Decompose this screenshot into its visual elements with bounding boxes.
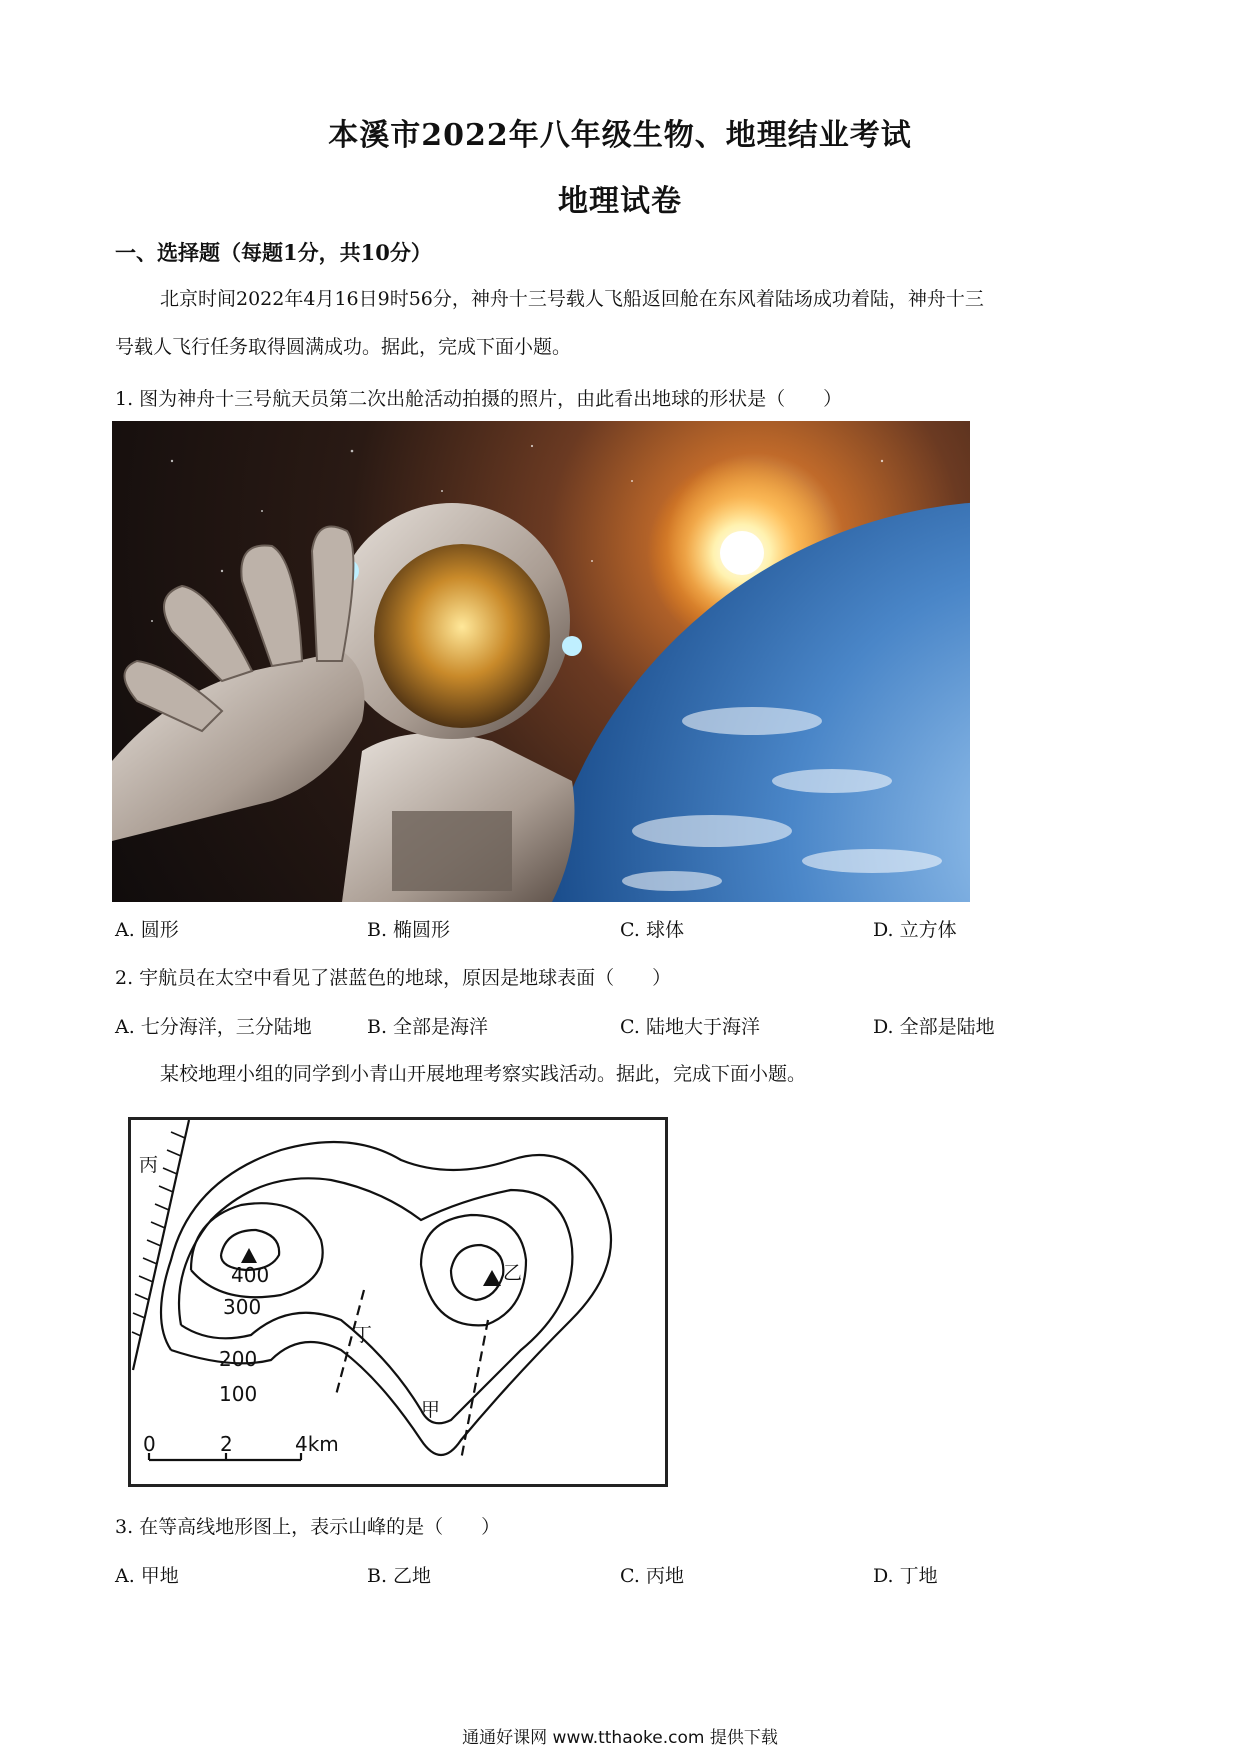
footer-credit: 通通好课网 www.tthaoke.com 提供下载 — [462, 1728, 778, 1748]
peak-triangle-west — [241, 1248, 257, 1263]
astronaut-photo — [112, 421, 970, 902]
question-1: 1. 图为神舟十三号航天员第二次出舱活动拍摄的照片，由此看出地球的形状是（ ） — [115, 388, 843, 410]
label-bing: 丙 — [139, 1154, 159, 1176]
q2-option-d: D. 全部是陆地 — [873, 1016, 995, 1038]
question-2: 2. 宇航员在太空中看见了湛蓝色的地球，原因是地球表面（ ） — [115, 967, 672, 989]
q3-option-b: B. 乙地 — [367, 1565, 432, 1587]
intro-line-1: 北京时间2022年4月16日9时56分，神舟十三号载人飞船返回舱在东风着陆场成功着陆，神舟十三 — [160, 288, 984, 310]
q1-option-b: B. 椭圆形 — [367, 919, 451, 941]
contour-label-200: 200 — [219, 1347, 258, 1371]
scale-label-4km: 4km — [295, 1432, 339, 1456]
label-ding: 丁 — [353, 1324, 373, 1346]
section-heading: 一、选择题（每题1分，共10分） — [115, 240, 432, 265]
astronaut-photo-drawing — [112, 421, 970, 902]
contour-label-100: 100 — [219, 1382, 258, 1406]
intro-line-2: 号载人飞行任务取得圆满成功。据此，完成下面小题。 — [115, 336, 572, 358]
contour-map-drawing — [131, 1120, 665, 1484]
exam-subtitle: 地理试卷 — [558, 184, 682, 219]
q3-option-c: C. 丙地 — [620, 1565, 684, 1587]
label-jia: 甲 — [421, 1399, 441, 1421]
question-3: 3. 在等高线地形图上，表示山峰的是（ ） — [115, 1516, 501, 1538]
contour-label-300: 300 — [223, 1295, 262, 1319]
contour-label-400: 400 — [231, 1263, 270, 1287]
q1-option-c: C. 球体 — [620, 919, 684, 941]
q2-option-b: B. 全部是海洋 — [367, 1016, 489, 1038]
intro-2: 某校地理小组的同学到小青山开展地理考察实践活动。据此，完成下面小题。 — [160, 1063, 807, 1085]
q3-option-d: D. 丁地 — [873, 1565, 938, 1587]
scale-label-2: 2 — [220, 1432, 233, 1456]
q2-option-a: A. 七分海洋，三分陆地 — [115, 1016, 312, 1038]
q3-option-a: A. 甲地 — [115, 1565, 179, 1587]
exam-title: 本溪市2022年八年级生物、地理结业考试 — [328, 118, 912, 153]
q1-option-a: A. 圆形 — [115, 919, 179, 941]
contour-map — [128, 1117, 668, 1487]
scale-label-0: 0 — [143, 1432, 156, 1456]
peak-triangle-east — [483, 1270, 501, 1286]
q1-option-d: D. 立方体 — [873, 919, 957, 941]
label-yi: 乙 — [503, 1262, 523, 1284]
q2-option-c: C. 陆地大于海洋 — [620, 1016, 760, 1038]
